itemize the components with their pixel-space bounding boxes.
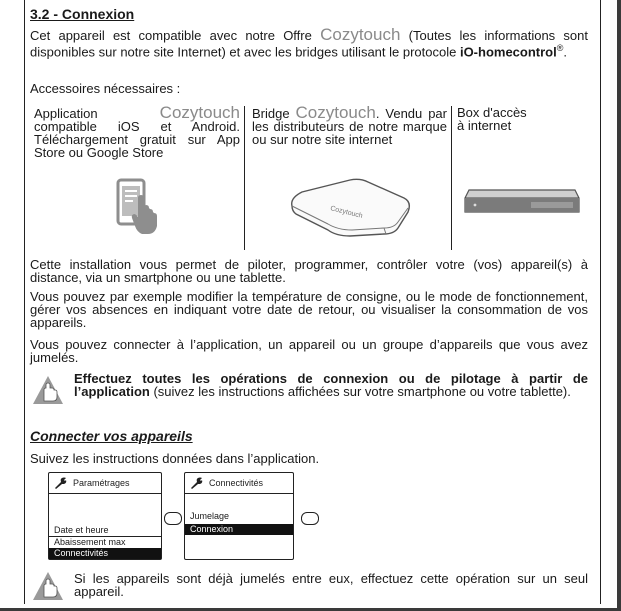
connect-instruction: Suivez les instructions données dans l’application.: [30, 451, 320, 466]
bridge-brand: Cozytouch: [295, 103, 376, 122]
selector-button-1[interactable]: [164, 512, 182, 525]
app-brand: Cozytouch: [159, 103, 240, 122]
intro-text-2: (Toutes les informations sont disponibles sur notre site Internet) et avec les bridges utilisant le protocole: [30, 28, 588, 60]
screen-parametrages-title: Paramétrages: [73, 478, 130, 488]
intro-text-1: Cet appareil est compatible avec notre Offre: [30, 28, 321, 43]
page-edge-right: [617, 0, 621, 611]
box-line-2: à internet: [457, 118, 512, 133]
wrench-icon: [189, 477, 203, 489]
registered-mark: ®: [556, 43, 564, 53]
smartphone-touch-icon: [112, 176, 164, 238]
warning-connexion: [74, 372, 588, 398]
menu-item-connexion[interactable]: Connexion: [185, 524, 293, 535]
paragraph-3: Vous pouvez connecter à l’application, un appareil ou un groupe d’appareils que vous avez jumelés.: [30, 337, 588, 365]
warning-connexion-bold: Effectuez toutes les opérations de connexion ou de pilotage à partir de l’application: [74, 371, 588, 399]
menu-item-abaissement[interactable]: Abaissement max: [49, 536, 161, 548]
accessories-heading: Accessoires nécessaires :: [30, 81, 181, 96]
screen-connectivites-title: Connectivités: [209, 478, 264, 488]
accessory-app: [34, 104, 240, 250]
accessory-box: [457, 104, 585, 250]
app-prefix: Application: [34, 106, 160, 121]
bridge-prefix: Bridge: [252, 106, 296, 121]
selector-button-2[interactable]: [301, 512, 319, 525]
bridge-text: . Vendu par les distributeurs de notre marque ou sur notre site internet: [252, 106, 447, 147]
subsection-title: Connecter vos appareils: [30, 428, 193, 444]
menu-item-date-heure[interactable]: Date et heure: [54, 525, 109, 535]
menu-item-jumelage[interactable]: Jumelage: [190, 511, 230, 521]
bridge-device-icon: [286, 176, 416, 238]
intro-text-3: .: [563, 44, 567, 60]
screen-connectivites-header: [185, 473, 293, 494]
hand-warning-icon: [32, 374, 64, 406]
accessories-table: [30, 104, 588, 250]
warning-connexion-text: (suivez les instructions affichées sur votre smartphone ou votre tablette).: [149, 384, 571, 399]
warning-jumelage: Si les appareils sont déjà jumelés entre eux, effectuez cette opération sur un seul appareil.: [74, 571, 588, 599]
screen-connectivites: [184, 472, 294, 560]
app-text: compatible iOS et Android. Téléchargement gratuit sur App Store ou Google Store: [34, 119, 240, 160]
screen-parametrages: [48, 472, 162, 560]
protocol-name: iO-homecontrol: [459, 44, 557, 60]
intro-paragraph: [30, 25, 588, 60]
bridge-device-label: Cozytouch: [329, 205, 364, 220]
brand-cozytouch: Cozytouch: [320, 25, 401, 44]
paragraph-2: Vous pouvez par exemple modifier la température de consigne, ou le mode de fonctionnement, gérer vos absences en indiquant votre date de retour, ou visualiser la consommation de vos appareils.: [30, 289, 588, 330]
paragraph-1: Cette installation vous permet de piloter, programmer, contrôler votre (vos) appareil(s) à distance, via un smartphone ou une tablette.: [30, 257, 588, 285]
accessory-bridge: [252, 104, 447, 250]
wrench-icon: [53, 477, 67, 489]
column-divider-1: [244, 106, 245, 250]
box-line-1: Box d'accès: [457, 105, 527, 120]
column-divider-2: [451, 106, 452, 250]
screen-parametrages-header: [49, 473, 161, 494]
section-title: 3.2 - Connexion: [30, 6, 135, 22]
hand-warning-icon: [32, 570, 64, 602]
internet-box-icon: [461, 176, 583, 224]
menu-item-connectivites[interactable]: Connectivités: [49, 548, 161, 559]
